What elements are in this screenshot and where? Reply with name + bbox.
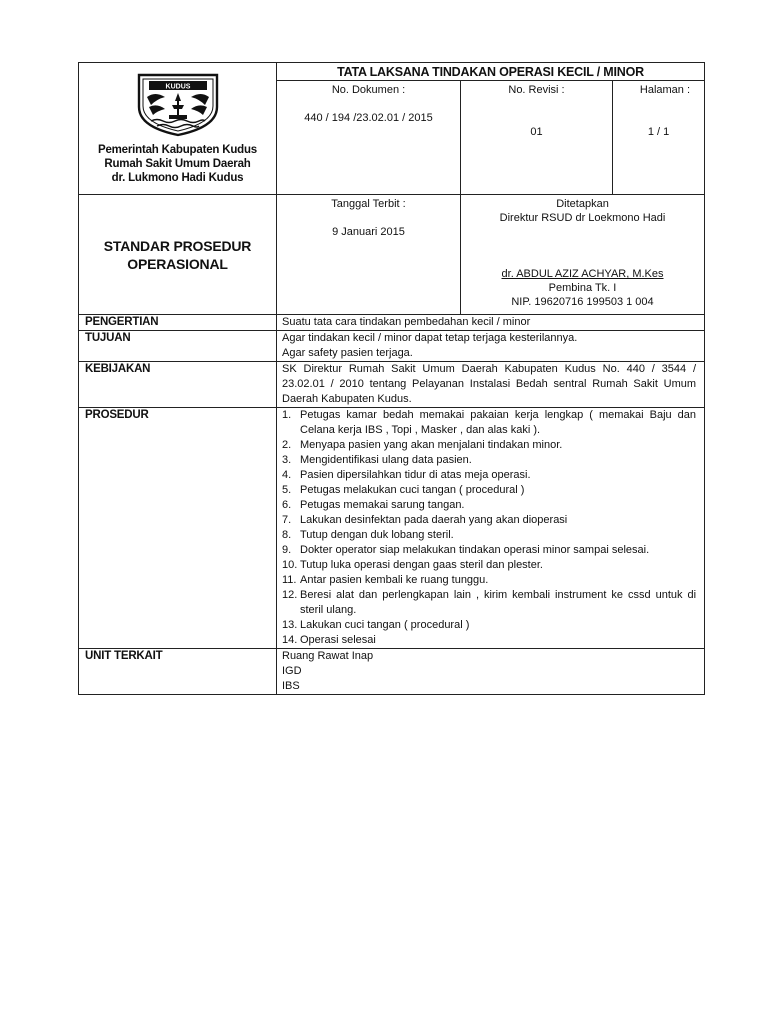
kebijakan-label: KEBIJAKAN <box>79 362 277 408</box>
doc-number-cell <box>277 81 461 195</box>
list-item: 12. Beresi alat dan perlengkapan lain , kirim kembali instrument ke cssd untuk di steril ulang. <box>282 589 697 616</box>
unit-line-3: IBS <box>282 680 300 692</box>
issue-date-value: 9 Januari 2015 <box>332 226 405 238</box>
tujuan-line-1: Agar tindakan kecil / minor dapat tetap terjaga kesterilannya. <box>282 332 578 344</box>
prosedur-body <box>277 408 705 649</box>
approval-label: Ditetapkan <box>556 198 609 210</box>
page-cell <box>613 81 705 195</box>
sop-document <box>78 62 704 695</box>
doc-number-label: No. Dokumen : <box>331 84 406 96</box>
list-item: 3. Mengidentifikasi ulang data pasien. <box>282 454 472 466</box>
sop-table <box>78 62 705 695</box>
revision-cell <box>461 81 613 195</box>
list-item: 5. Petugas melakukan cuci tangan ( procedural ) <box>282 484 525 496</box>
sop-title-cell <box>79 195 277 315</box>
page-value: 1 / 1 <box>647 126 670 138</box>
org-line-2: Rumah Sakit Umum Daerah <box>104 158 251 170</box>
doc-number-value: 440 / 194 /23.02.01 / 2015 <box>304 112 433 124</box>
prosedur-label: PROSEDUR <box>79 408 277 649</box>
document-title: TATA LAKSANA TINDAKAN OPERASI KECIL / MINOR <box>277 63 705 81</box>
list-item: 1. Petugas kamar bedah memakai pakaian kerja lengkap ( memakai Baju dan Celana kerja IBS , Topi , Masker , dan alas kaki ). <box>282 409 697 436</box>
tujuan-body <box>277 331 705 362</box>
signatory-nip: NIP. 19620716 199503 1 004 <box>511 296 654 308</box>
prosedur-steps <box>282 408 696 648</box>
unit-terkait-label: UNIT TERKAIT <box>79 649 277 695</box>
list-item: 10. Tutup luka operasi dengan gaas steril dan plester. <box>282 559 543 571</box>
unit-line-1: Ruang Rawat Inap <box>282 650 374 662</box>
list-item: 8. Tutup dengan duk lobang steril. <box>282 529 454 541</box>
tujuan-label: TUJUAN <box>79 331 277 362</box>
issue-date-label: Tanggal Terbit : <box>331 198 406 210</box>
unit-terkait-body <box>277 649 705 695</box>
page-label: Halaman : <box>639 84 691 96</box>
issue-date-cell <box>277 195 461 315</box>
list-item: 13. Lakukan cuci tangan ( procedural ) <box>282 619 470 631</box>
pengertian-text: Suatu tata cara tindakan pembedahan kecil / minor <box>277 315 705 331</box>
list-item: 6. Petugas memakai sarung tangan. <box>282 499 465 511</box>
org-line-1: Pemerintah Kabupaten Kudus <box>97 144 258 156</box>
unit-line-2: IGD <box>282 665 302 677</box>
list-item: 2. Menyapa pasien yang akan menjalani tindakan minor. <box>282 439 563 451</box>
kudus-emblem-icon <box>79 71 276 137</box>
header-logo-cell <box>79 63 277 195</box>
tujuan-line-2: Agar safety pasien terjaga. <box>282 347 413 359</box>
list-item: 9. Dokter operator siap melakukan tindakan operasi minor sampai selesai. <box>282 544 650 556</box>
sop-title-line-2: OPERASIONAL <box>127 255 228 272</box>
emblem-text: KUDUS <box>165 83 190 91</box>
revision-value: 01 <box>530 126 543 138</box>
signatory-name: dr. ABDUL AZIZ ACHYAR, M.Kes <box>501 268 664 280</box>
signatory-rank: Pembina Tk. I <box>548 282 617 294</box>
sop-title-line-1: STANDAR PROSEDUR <box>103 237 252 254</box>
kebijakan-text: SK Direktur Rumah Sakit Umum Daerah Kabupaten Kudus No. 440 / 3544 / 23.02.01 / 2010 tentang Pelayanan Instalasi Bedah sentral Rumah Sakit Umum Daerah Kabupaten Kudus. <box>277 362 705 408</box>
org-line-3: dr. Lukmono Hadi Kudus <box>111 172 244 184</box>
list-item: 7. Lakukan desinfektan pada daerah yang akan dioperasi <box>282 514 568 526</box>
approval-cell <box>461 195 705 315</box>
list-item: 11. Antar pasien kembali ke ruang tunggu. <box>282 574 489 586</box>
revision-label: No. Revisi : <box>508 84 565 96</box>
approval-title: Direktur RSUD dr Loekmono Hadi <box>499 212 666 224</box>
list-item: 14. Operasi selesai <box>282 634 376 646</box>
pengertian-label: PENGERTIAN <box>79 315 277 331</box>
list-item: 4. Pasien dipersilahkan tidur di atas meja operasi. <box>282 469 531 481</box>
